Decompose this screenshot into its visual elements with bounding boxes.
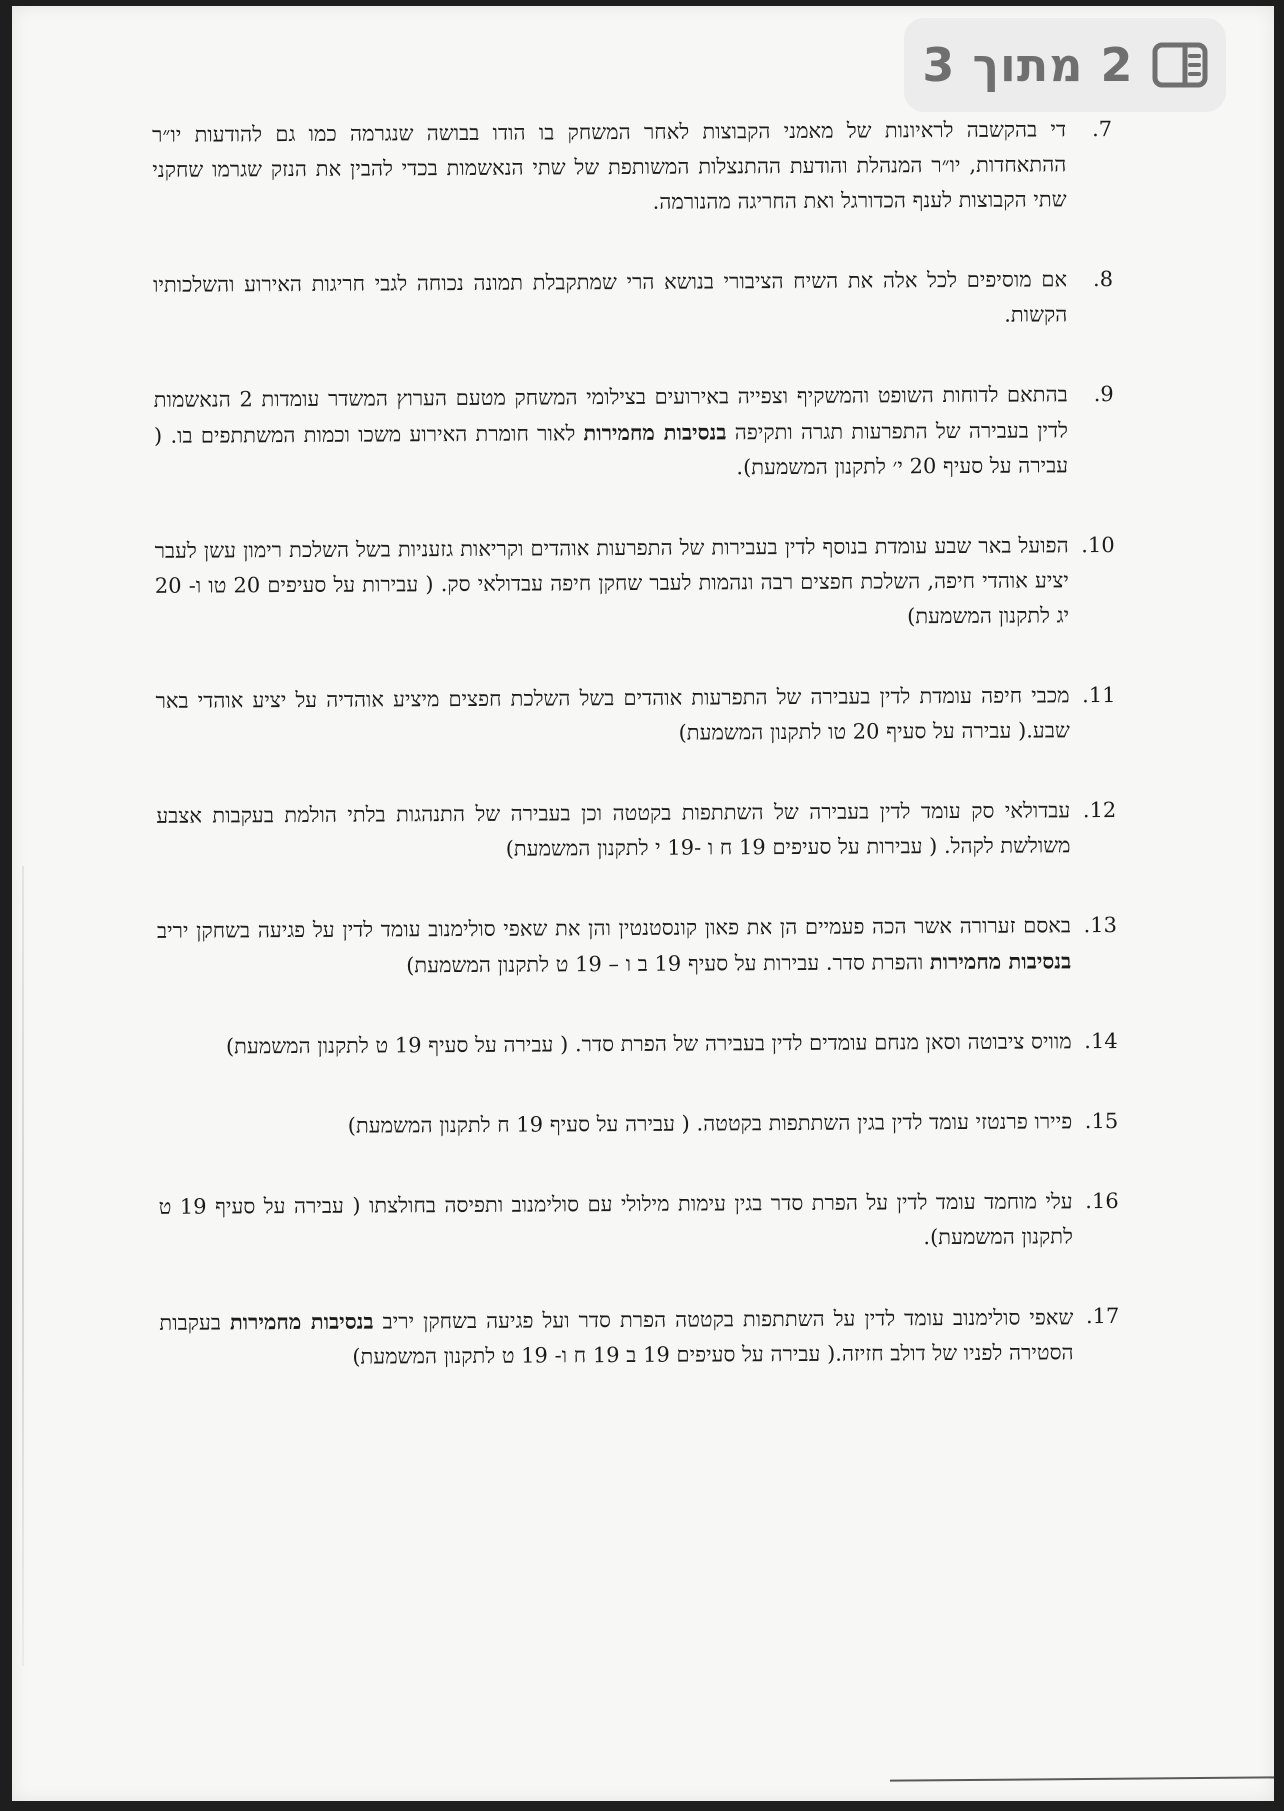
paragraph-14 bbox=[158, 1024, 1118, 1065]
paragraph-text: בהתאם לדוחות השופט והמשקיף וצפייה באירועים בצילומי המשחק מטעם הערוץ המשדר עומדות 2 הנאשמות לדין בעבירה של התפרעות תגרה ותקיפה בנסיבות מחמירות לאור חומרת האירוע משכו וכמות המשתתפים בו. ( עבירה על סעיף 20 י׳ לתקנון המשמעת). bbox=[153, 382, 1069, 480]
paragraph-text: שאפי סולימנוב עומד לדין על השתתפות בקטטה הפרת סדר ועל פגיעה בשחקן יריב בנסיבות מחמירות בעקבות הסטירה לפניו של דולב חזיזה.( עבירה על סעיפים 19 ב 19 ח ו- 19 ט לתקנון המשמעת) bbox=[159, 1305, 1074, 1369]
paragraph-number: 14. bbox=[1084, 1028, 1118, 1054]
paragraph-number: 9. bbox=[1093, 381, 1114, 407]
paragraph-17 bbox=[159, 1299, 1119, 1376]
paragraph-8 bbox=[153, 262, 1113, 338]
paragraph-9 bbox=[154, 377, 1115, 489]
paragraph-10 bbox=[155, 528, 1116, 639]
page-indicator[interactable] bbox=[904, 18, 1226, 112]
paragraph-number: 13. bbox=[1083, 912, 1118, 938]
paragraph-text: עבדולאי סק עומד לדין בעבירה של השתתפות בקטטה וכן בעבירה של התנהגות בלתי הולמת בעקבות אצבע משולשת לקהל. ( עבירות על סעיפים 19 ח ו -19 י לתקנון המשמעת) bbox=[156, 798, 1071, 861]
scan-edge bbox=[22, 866, 24, 1666]
footer-rule bbox=[890, 1776, 1274, 1781]
paragraph-text: אם מוסיפים לכל אלה את השיח הציבורי בנושא הרי שמתקבלת תמונה נכוחה לגבי חריגות האירוע והשלכותיו הקשות. bbox=[152, 267, 1068, 327]
paragraph-11 bbox=[155, 678, 1115, 754]
paragraph-number: 7. bbox=[1091, 116, 1113, 142]
paragraph-number: 10. bbox=[1081, 532, 1115, 558]
paragraph-number: 12. bbox=[1082, 797, 1117, 823]
paragraph-7 bbox=[152, 112, 1113, 223]
book-open-icon bbox=[1152, 42, 1208, 88]
paragraph-number: 15. bbox=[1084, 1108, 1119, 1134]
paragraph-15 bbox=[158, 1104, 1118, 1145]
paragraph-text: באסם זערורה אשר הכה פעמיים הן את פאון קונסטנטין והן את שאפי סולימנוב עומד לדין על פגיעה בשחקן יריב בנסיבות מחמירות והפרת סדר. עבירות על סעיף 19 ב ו – 19 ט לתקנון המשמעת) bbox=[156, 913, 1072, 978]
paragraph-text: די בהקשבה לראיונות של מאמני הקבוצות לאחר המשחק בו הודו בבושה שנגרמה כמו גם להודעות יו״ר ההתאחדות, יו״ר המנהלת והודעת ההתנצלות המשותפת של שתי הנאשמות בכדי להבין את הנזק שגרמו שחקני שתי הקבוצות לענף הכדורגל ואת החריגה מהנורמה. bbox=[152, 117, 1067, 214]
paragraph-text: מוויס ציבוטה וסאן מנחם עומדים לדין בעבירה של הפרת סדר. ( עבירה על סעיף 19 ט לתקנון המשמעת) bbox=[225, 1029, 1072, 1059]
page-indicator-label: 2 מתוך 3 bbox=[922, 38, 1134, 92]
paragraph-text: עלי מוחמד עומד לדין על הפרת סדר בגין עימות מילולי עם סולימנוב ותפיסה בחולצתו ( עבירה על סעיף 19 ט לתקנון המשמעת). bbox=[158, 1189, 1073, 1250]
document-page bbox=[12, 6, 1274, 1801]
paragraph-12 bbox=[156, 793, 1116, 869]
paragraph-16 bbox=[159, 1184, 1119, 1260]
paragraph-number: 16. bbox=[1085, 1188, 1119, 1214]
paragraph-text: פיירו פרנטזי עומד לדין בגין השתתפות בקטטה. ( עבירה על סעיף 19 ח לתקנון המשמעת) bbox=[347, 1109, 1073, 1138]
paragraph-number: 8. bbox=[1092, 266, 1114, 292]
paragraph-text: מכבי חיפה עומדת לדין בעבירה של התפרעות אוהדים בשל השלכת חפצים מיציע אוהדיה על יציע אוהדי באר שבע.( עבירה על סעיף 20 טו לתקנון המשמעת) bbox=[155, 683, 1070, 745]
document-body bbox=[152, 112, 1120, 1421]
paragraph-number: 11. bbox=[1082, 682, 1116, 708]
paragraph-number: 17. bbox=[1085, 1303, 1120, 1329]
paragraph-text: הפועל באר שבע עומדת בנוסף לדין בעבירות של התפרעות אוהדים וקריאות גזעניות בשל השלכת רימון עשן לעבר יציע אוהדי חיפה, השלכת חפצים רבה ונהמות לעבר שחקן חיפה עבדולאי סק. ( עבירות על סעיפים 20 טו ו- 20 יג לתקנון המשמעת) bbox=[154, 533, 1070, 629]
paragraph-13 bbox=[157, 908, 1117, 985]
